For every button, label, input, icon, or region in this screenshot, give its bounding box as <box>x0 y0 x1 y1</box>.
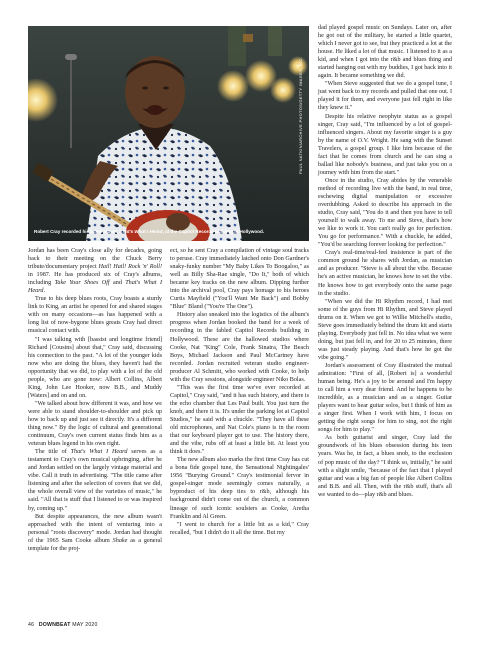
magazine-name: DOWNBEAT <box>38 622 71 628</box>
paragraph: Despite his relative neophyte status as a gospel singer, Cray said, "I'm influenced by a lot of gospel-influenced singers. About my favorite singer is a guy by the name of O.V. Wright. He sang with the Sunset Travelers, a gospel group. I like him because of the fact that he comes from church and he can sing a ballad like nobody's business, and just take you on a journey with him from the start." <box>318 113 452 176</box>
album-title: Hail! Hail! Rock 'n' Roll! <box>98 264 162 271</box>
paragraph: ect, so he sent Cray a compilation of vintage soul tracks to peruse. Cray immediately latched onto Don Gardner's snaky-funky number "My Baby Likes To Boogaloo," as well as Billy Sha-Rae single, "Do It," both of which became key tracks on the new album. Dipping further into the archival pool, Cray pays homage to his heroes Curtis Mayfield ("You'll Want Me Back") and Bobby "Blue" Bland ("You're The One"). <box>170 248 309 311</box>
caption-rest: , at the Capitol Records building in Hollywood. <box>162 229 265 235</box>
paragraph: As both guitarist and singer, Cray laid the groundwork of his blues obsession during his teen years. Was he, in fact, a blues snob, to the exclusion of pop music of the day? "I think so, initially," he said with a slight smile, "because of the fact that I played guitar and was a big fan of people like Albert Collins and B.B. and all. Then, with the r&b stuff, that's all we wanted to do—play r&b and blues. <box>318 435 452 498</box>
text-span: But despite appearances, the new album wasn't approached with the intent of venturing into a personal "roots discovery" mode. Jordan had thought of the 1965 Sam Cooke album <box>28 513 162 544</box>
text-span: in 1987. He has produced six of Cray's albums, including <box>28 272 162 287</box>
page-footer <box>28 622 98 628</box>
text-column-3 <box>318 24 452 499</box>
concert-photo <box>28 26 309 241</box>
text-span: and <box>109 280 126 287</box>
text-span: as a general template for the proj- <box>28 537 162 552</box>
text-column-1 <box>28 247 162 553</box>
text-span: serves as a testament to Cray's own musical upbringing, after he and Jordan settled on the largely vintage material and vibe. Call it truth in advertising. "The title came after listening and after the selection of covers that we did, the whole overall view of the varieties of music," he said. "All that is stuff that I listened to or was inspired by, coming up." <box>28 449 162 512</box>
album-title: That's What I Heard <box>28 280 162 295</box>
paragraph: "This was the first time we've ever recorded at Capitol," Cray said, "and it has such history, and there is the echo chamber that Les Paul built. You just turn the knob, and there it is. It's under the parking lot at Capitol Studios," he said with a chuckle. "They have all these old microphones, and Nat Cole's piano is in the room that our keyboard player got to use. The history there, and the vibe, rubs off at least a little bit. At least you think it does." <box>170 384 309 456</box>
text-span: Jordan has been Cray's close ally for decades, going back to their meeting on the Chuck Berry tribute/documentary project <box>28 248 162 271</box>
paragraph: True to his deep blues roots, Cray boasts a sturdy link to King, an artist he opened for and shared stages with on many occasions—as has happened with a long list of now-bygone blues greats Cray had direct musical contact with. <box>28 296 162 335</box>
album-title: Shake <box>112 537 128 544</box>
album-title: That's What I Heard <box>70 449 128 456</box>
album-title: Take Your Shoes Off <box>54 280 110 287</box>
paragraph: "I went to church for a little bit as a kid," Cray recalled, "but I didn't do it all the time. But my <box>170 521 309 536</box>
paragraph: The new album also marks the first time Cray has cut a bona fide gospel tune, the Sensational Nightingales' 1956 "Burying Ground." Cray's testimonial fervor in gospel-singer mode seemingly comes naturally, a byproduct of his deep ties to r&b, although his background didn't come out of the church, a common lineage of such iconic soulsters as Cooke, Aretha Franklin and Al Green. <box>170 457 309 520</box>
paragraph: Jordan's assessment of Cray illustrated the mutual admiration: "First of all, [Robert is] a wonderful human being. He's a joy to be around and I'm happy to call him a very dear friend. And he happens to be incredible, as a musician and as a singer. Guitar players want to hear guitar solos, but I think of him as a singer first. When I work with him, I focus on getting the right songs for him to sing, not the right songs for him to play." <box>318 362 452 434</box>
paragraph <box>28 448 162 512</box>
caption-lead: Robert Cray recorded his latest album, <box>34 229 119 235</box>
paragraph: "When we did the Hi Rhythm record, I had met some of the guys from Hi Rhythm, and Steve played drums on it. When we got to Willie Mitchell's studio, Steve goes immediately behind the drum kit and starts playing. Everybody just fell in. No idea what we were doing, but just fell in, and for 20 to 25 minutes, there was just steady playing. And that's how he got the vibe going." <box>318 298 452 361</box>
photo-caption <box>34 229 269 235</box>
caption-album-title: That's What I Heard <box>119 229 163 235</box>
issue-date: MAY 2020 <box>72 622 98 628</box>
paragraph: "When Steve suggested that we do a gospel tune, I just went back to my records and pulled that one out. I played it for them, and everyone just fell right in like they knew it." <box>318 81 452 112</box>
photo-credit: PAUL NATKIN/ARCHIVE PHOTOS/GETTY IMAGES, INC. <box>298 56 303 174</box>
text-span: The title of <box>35 449 71 456</box>
paragraph <box>28 247 162 295</box>
paragraph: "I was talking with [bassist and longtime friend] Richard [Cousins] about that," Cray said, discussing his connection to the past. "A lot of the younger kids now who are doing the blues, they haven't had the opportunity that we did, to play with a lot of the old people, who are gone now: Albert Collins, Albert King, John Lee Hooker, now B.B., and Muddy [Waters] and on and on. <box>28 336 162 399</box>
paragraph: "We talked about how different it was, and how we were able to stand shoulder-to-shoulder and pick up how to back up and just see it directly. It's a different thing now." By the logic of cultural and generational continuum, Cray's own current status finds him as a veteran blues legend in his own right. <box>28 400 162 448</box>
photo-illustration <box>28 26 309 241</box>
text-span: . <box>43 288 46 295</box>
text-column-2 <box>170 247 309 537</box>
paragraph: Cray's real-time/real-feel insistence is part of the common ground he shares with Jordan, as musician and as producer. "Steve is all about the vibe. Because he's an active musician, he knows how to set the vibe. He knows how to get everybody onto the same page in the studio. <box>318 250 452 297</box>
paragraph: History also sneaked into the logistics of the album's progress when Jordan booked the band for a week of recording in the fabled Capitol Records building in Hollywood. These are the hallowed studios where Cooke, Nat "King" Cole, Frank Sinatra, The Beach Boys, Michael Jackson and Paul McCartney have recorded. Jordan recruited veteran studio engineer-producer Al Schmitt, who worked with Cooke, to help with the Cray sessions, alongside engineer Niko Bolas. <box>170 312 309 383</box>
page-number: 46 <box>28 622 35 628</box>
paragraph: Once in the studio, Cray abides by the venerable method of recording live with the band, in real time, eschewing digital manipulation or excessive overdubbing. Asked to describe his approach in the studio, Cray said, "You do it and then you have to tell yourself to walk away. To me and Steve, that's how we like to work it. You can't really go for perfection. You go for performance." With a chuckle, he added, "You'd be searching forever looking for perfection." <box>318 177 452 249</box>
paragraph: dad played gospel music on Sundays. Later on, after he got out of the military, he started a little quartet, which I never got to see, but they practiced a lot at the house. He liked a lot of that music. I listened to it as a kid, and when I got into the r&b and blues thing and started hanging out with my buddies, I got back into it again. It became something we did. <box>318 25 452 80</box>
paragraph <box>28 513 162 553</box>
